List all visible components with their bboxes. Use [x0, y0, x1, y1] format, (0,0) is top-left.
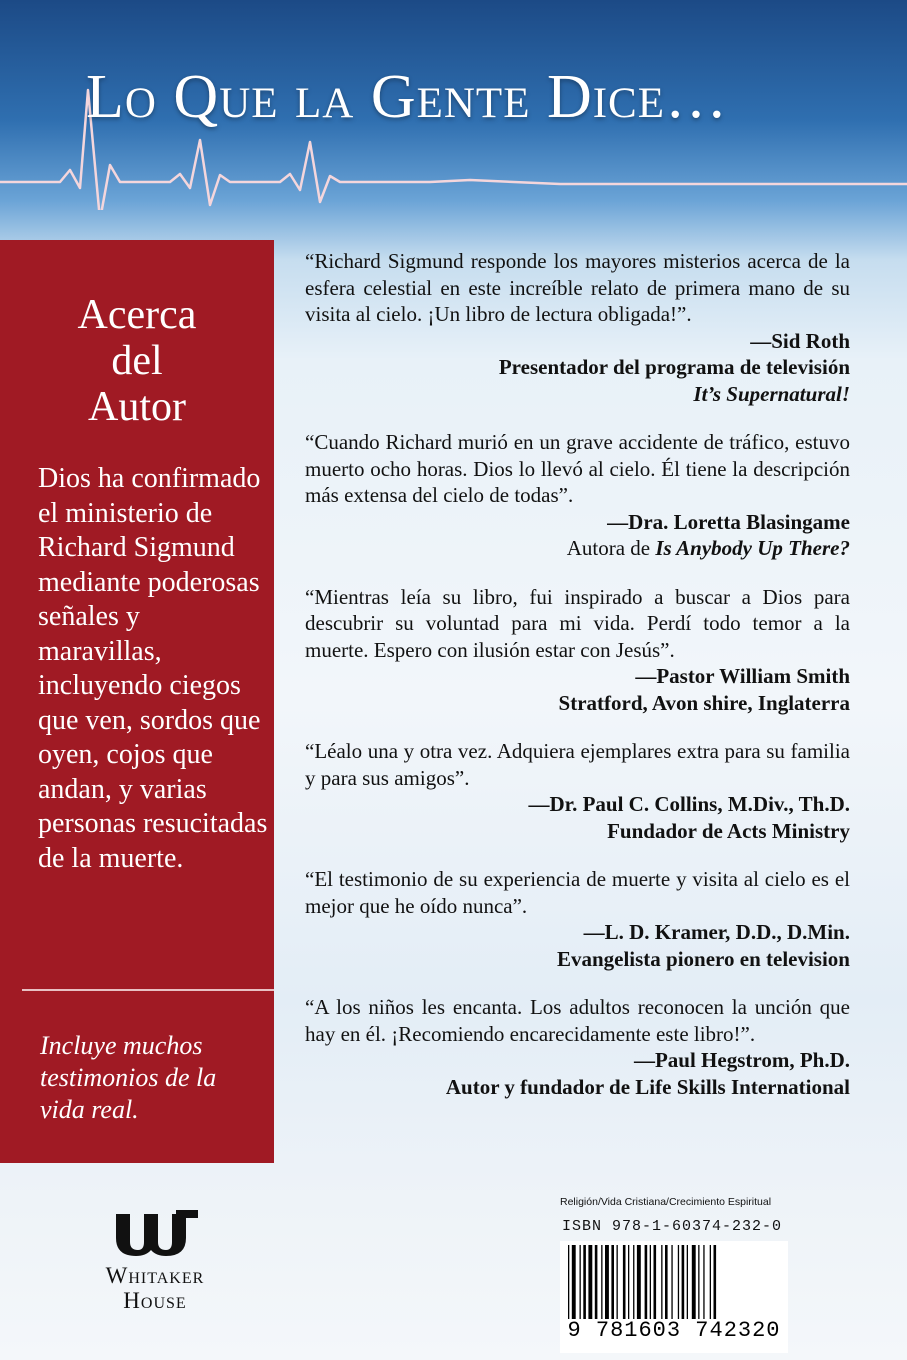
barcode-bar	[617, 1245, 618, 1319]
barcode-bars	[560, 1241, 788, 1319]
quote-author-title: Evangelista pionero en television	[556, 946, 850, 971]
quote-author-title: Stratford, Avon shire, Inglaterra	[558, 690, 850, 715]
barcode-bar	[654, 1245, 657, 1319]
endorsement	[305, 994, 850, 1100]
header-banner	[0, 0, 907, 240]
barcode-bar	[611, 1245, 614, 1319]
about-author-body: Dios ha confirmado el ministerio de Richard Sigmund mediante poderosas señales y maravillas, incluyendo ciegos que ven, sordos que oyen, cojos que andan, y varias personas resucitadas de la muerte.	[38, 463, 268, 874]
barcode-bar	[682, 1245, 685, 1319]
endorsement	[305, 866, 850, 972]
barcode-bar	[637, 1245, 641, 1319]
isbn-label: ISBN 978-1-60374-232-0	[562, 1218, 783, 1235]
endorsement	[305, 429, 850, 562]
about-author-title	[0, 292, 274, 430]
endorsement	[305, 738, 850, 844]
barcode-bar	[605, 1245, 609, 1319]
quote-author-title: Fundador de Acts Ministry	[607, 818, 850, 843]
endorsement	[305, 248, 850, 407]
quote-author: —Pastor William Smith	[635, 664, 850, 688]
publisher-logo-icon	[110, 1208, 200, 1258]
quote-author-title: Presentador del programa de televisión	[498, 355, 850, 379]
barcode-bar	[645, 1245, 648, 1319]
endorsement	[305, 584, 850, 717]
quote-author-show: It’s Supernatural!	[693, 381, 850, 406]
barcode-bar	[583, 1245, 586, 1319]
endorsements	[305, 248, 850, 1122]
barcode-bar	[692, 1245, 696, 1319]
barcode-bar	[628, 1245, 629, 1319]
barcode-number: 9 781603 742320	[567, 1318, 781, 1343]
quote-author: —Dra. Loretta Blasingame	[607, 509, 850, 534]
quote-author: —Paul Hegstrom, Ph.D.	[633, 1048, 850, 1072]
barcode-bar	[568, 1245, 569, 1319]
barcode-bar	[601, 1245, 602, 1319]
barcode-bar	[633, 1245, 634, 1319]
barcode-bar	[678, 1245, 679, 1319]
barcode-bar	[687, 1245, 688, 1319]
quote-author: —L. D. Kramer, D.D., D.Min.	[583, 920, 850, 944]
quote-text: “A los niños les encanta. Los adultos reconocen la unción que hay en él. ¡Recomiendo encarecidamente este libro!”.	[305, 995, 850, 1046]
barcode-bar	[580, 1245, 581, 1319]
quote-text: “Richard Sigmund responde los mayores misterios acerca de la esfera celestial en este increíble relato de primera mano de su visita al cielo. ¡Un libro de lectura obligada!”.	[305, 249, 850, 326]
about-title-line: del	[111, 338, 163, 384]
quote-text: “Léalo una y otra vez. Adquiera ejemplares extra para su familia y para sus amigos”.	[305, 739, 850, 790]
barcode-bar	[661, 1245, 662, 1319]
barcode-bar	[595, 1245, 598, 1319]
quote-author-title: Autora de	[566, 536, 656, 560]
publisher-name: House	[123, 1288, 187, 1313]
publisher-name: Whitaker	[105, 1263, 205, 1288]
barcode-bar	[650, 1245, 651, 1319]
barcode-bar	[710, 1245, 711, 1319]
about-title-line: Acerca	[77, 292, 197, 338]
publisher-logo	[80, 1208, 230, 1313]
quote-text: “Mientras leía su libro, fui inspirado a buscar a Dios para descubrir su voluntad para mi vida. Perdí todo temor a la muerte. Espero con ilusión estar con Jesús”.	[305, 584, 850, 662]
about-title-line: Autor	[88, 384, 186, 430]
barcode-bar	[703, 1245, 704, 1319]
testimonials-note: Incluye muchos testimonios de la vida real.	[40, 1031, 217, 1124]
category-label: Religión/Vida Cristiana/Crecimiento Espiritual	[560, 1196, 772, 1208]
barcode-bar	[623, 1245, 626, 1319]
quote-author-book: Is Anybody Up There?	[655, 536, 850, 560]
barcode-bar	[665, 1245, 668, 1319]
barcode-bar	[714, 1245, 717, 1319]
barcode-bar	[588, 1245, 592, 1319]
barcode-bar	[698, 1245, 699, 1319]
quote-text: “El testimonio de su experiencia de muerte y visita al cielo es el mejor que he oído nunca”.	[305, 867, 850, 918]
barcode-bar	[671, 1245, 672, 1319]
quote-author-title: Autor y fundador de Life Skills International	[445, 1074, 850, 1099]
barcode-bar	[572, 1245, 576, 1319]
divider	[22, 989, 274, 991]
quote-text: “Cuando Richard murió en un grave accidente de tráfico, estuvo muerto ocho horas. Dios lo llevó al cielo. Él tiene la descripción más extensa del cielo de todas”.	[305, 430, 850, 507]
page-title: Lo Que la Gente Dice…	[86, 63, 729, 131]
quote-author: —Sid Roth	[750, 328, 850, 353]
quote-author: —Dr. Paul C. Collins, M.Div., Th.D.	[528, 792, 850, 816]
about-author-panel	[0, 240, 274, 1163]
